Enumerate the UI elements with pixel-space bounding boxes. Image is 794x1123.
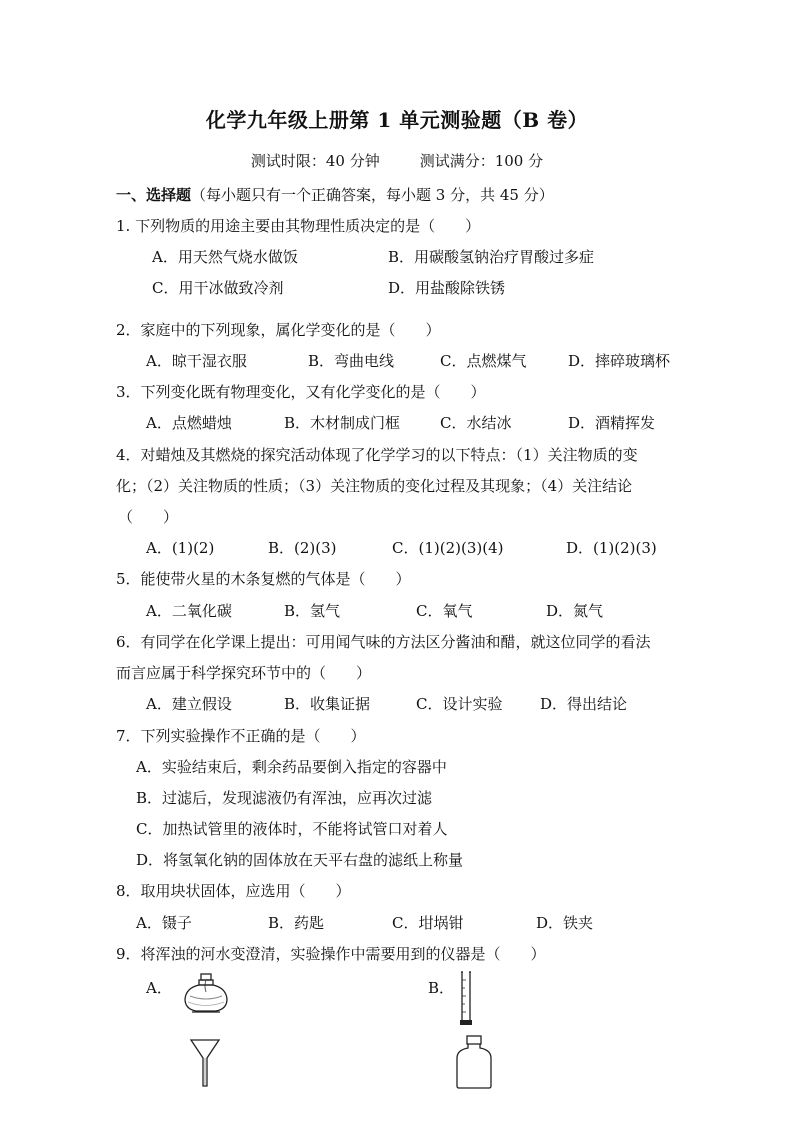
q3-option-d: D．酒精挥发	[568, 414, 656, 432]
q4-stem-line2: 化；（2）关注物质的性质；（3）关注物质的变化过程及其现象；（4）关注结论	[116, 477, 633, 495]
q5-option-c: C．氧气	[416, 602, 473, 620]
q3-option-c: C．水结冰	[440, 414, 512, 432]
q2-option-b: B．弯曲电线	[308, 352, 395, 370]
q2-option-a: A．晾干湿衣服	[146, 352, 247, 370]
q4-option-d: D．(1)(2)(3)	[566, 539, 657, 557]
reagent-bottle-icon	[454, 1034, 494, 1090]
q7-option-c: C．加热试管里的液体时，不能将试管口对着人	[136, 820, 448, 838]
full-score: 测试满分：100 分	[419, 152, 544, 170]
q2-stem: 2．家庭中的下列现象，属化学变化的是（ ）	[116, 321, 441, 339]
q8-option-c: C．坩埚钳	[392, 914, 464, 932]
q2-option-c: C．点燃煤气	[440, 352, 527, 370]
q8-option-d: D．铁夹	[536, 914, 594, 932]
q7-option-b: B．过滤后，发现滤液仍有浑浊，应再次过滤	[136, 789, 433, 807]
q6-stem-line2: 而言应属于科学探究环节中的（ ）	[116, 664, 372, 682]
section-title: 一、选择题	[116, 186, 192, 204]
q3-option-a: A．点燃蜡烛	[146, 414, 232, 432]
q8-option-b: B．药匙	[268, 914, 325, 932]
q5-option-d: D．氮气	[546, 602, 604, 620]
q6-option-b: B．收集证据	[284, 695, 371, 713]
q9-option-a-label: A．	[146, 979, 172, 997]
q1-option-a: A．用天然气烧水做饭	[152, 248, 298, 266]
q2-option-d: D．摔碎玻璃杯	[568, 352, 671, 370]
q5-stem: 5．能使带火星的木条复燃的气体是（ ）	[116, 570, 411, 588]
q8-stem: 8．取用块状固体，应选用（ ）	[116, 882, 351, 900]
graduated-cylinder-icon	[456, 970, 476, 1028]
q6-stem-line1: 6．有同学在化学课上提出：可用闻气味的方法区分酱油和醋，就这位同学的看法	[116, 633, 651, 651]
q3-stem: 3．下列变化既有物理变化，又有化学变化的是（ ）	[116, 383, 486, 401]
q4-option-a: A．(1)(2)	[146, 539, 215, 557]
q9-option-b-label: B．	[428, 979, 455, 997]
exam-title: 化学九年级上册第 1 单元测验题（B 卷）	[205, 108, 589, 132]
funnel-icon	[189, 1038, 221, 1088]
q6-option-a: A．建立假设	[146, 695, 232, 713]
q4-stem-line3: （ ）	[118, 508, 179, 526]
q4-option-c: C．(1)(2)(3)(4)	[392, 539, 504, 557]
q4-option-b: B．(2)(3)	[268, 539, 337, 557]
q6-option-d: D．得出结论	[540, 695, 628, 713]
section-heading	[116, 185, 554, 205]
time-limit: 测试时限：40 分钟	[250, 152, 380, 170]
q6-option-c: C．设计实验	[416, 695, 503, 713]
q1-option-d: D．用盐酸除铁锈	[388, 279, 506, 297]
q7-option-d: D．将氢氧化钠的固体放在天平右盘的滤纸上称量	[136, 851, 464, 869]
q3-option-b: B．木材制成门框	[284, 414, 401, 432]
q8-option-a: A．镊子	[136, 914, 192, 932]
exam-info	[0, 150, 794, 171]
q1-option-c: C．用干冰做致冷剂	[152, 279, 284, 297]
q1-option-b: B．用碳酸氢钠治疗胃酸过多症	[388, 248, 595, 266]
q4-stem-line1: 4．对蜡烛及其燃烧的探究活动体现了化学学习的以下特点：（1）关注物质的变	[116, 446, 638, 464]
q1-stem: 1. 下列物质的用途主要由其物理性质决定的是（ ）	[116, 217, 481, 235]
q5-option-b: B．氢气	[284, 602, 341, 620]
q5-option-a: A．二氧化碳	[146, 602, 232, 620]
q9-stem: 9．将浑浊的河水变澄清，实验操作中需要用到的仪器是（ ）	[116, 945, 546, 963]
q7-stem: 7．下列实验操作不正确的是（ ）	[116, 727, 366, 745]
q7-option-a: A．实验结束后，剩余药品要倒入指定的容器中	[136, 758, 447, 776]
alcohol-lamp-icon	[182, 972, 230, 1014]
section-note: （每小题只有一个正确答案，每小题 3 分，共 45 分）	[191, 186, 554, 204]
